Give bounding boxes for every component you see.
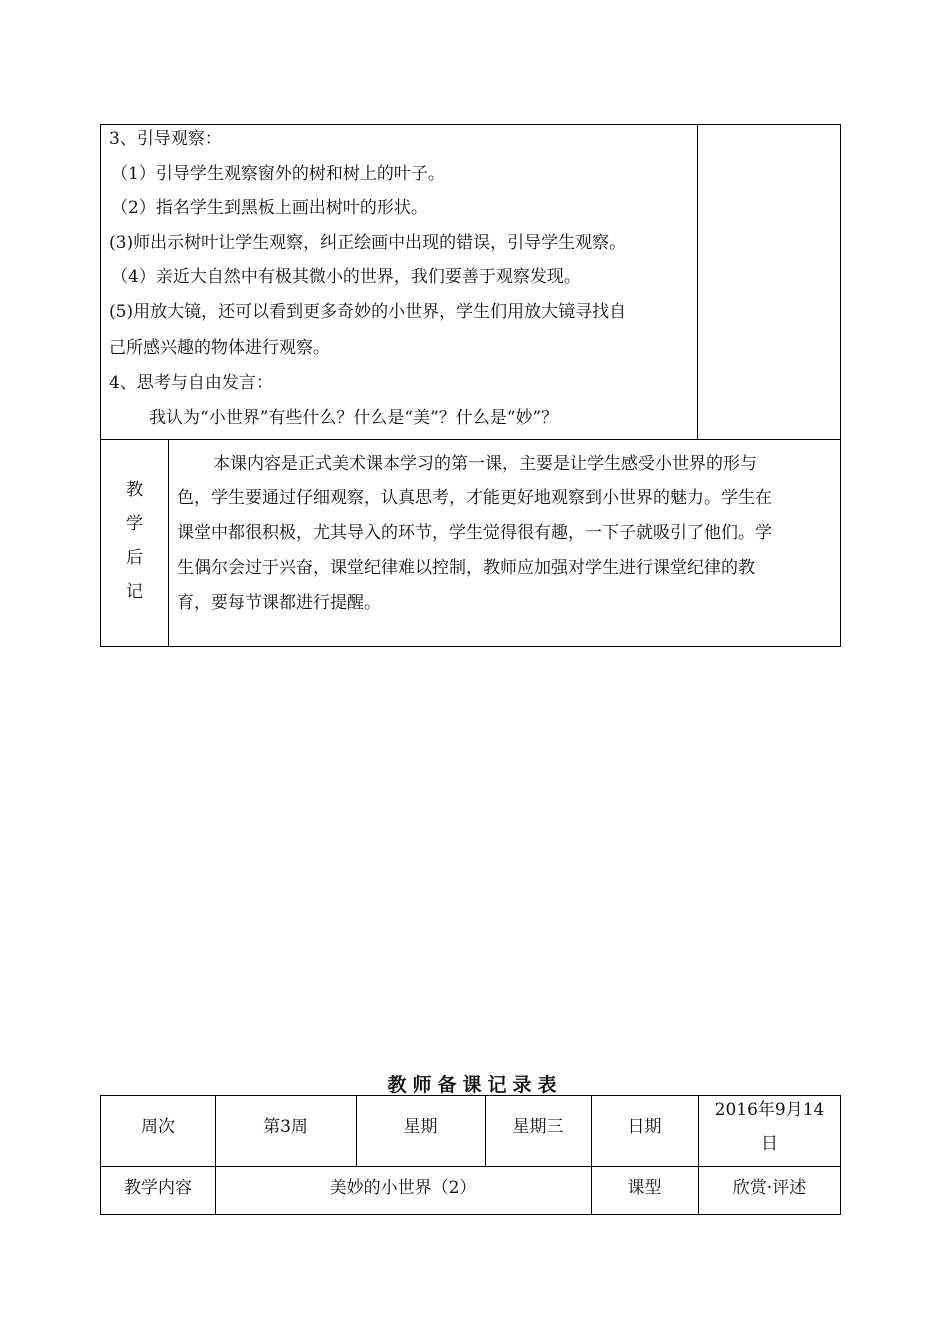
- week-value: 第3周: [263, 1117, 308, 1137]
- postscript-label: [101, 439, 168, 647]
- step-line: （1）引导学生观察窗外的树和树上的叶子。: [111, 164, 445, 184]
- postscript-label-char: 教: [126, 480, 143, 500]
- postscript-line: 色，学生要通过仔细观察，认真思考，才能更好地观察到小世界的魅力。学生在: [177, 488, 772, 508]
- postscript-label-char: 后: [126, 548, 143, 568]
- record-table: [100, 1095, 841, 1215]
- step-line: 我认为“小世界”有些什么？什么是“美”？什么是“妙”？: [149, 408, 559, 428]
- content-label: 教学内容: [124, 1178, 192, 1198]
- step-line: （4）亲近大自然中有极其微小的世界，我们要善于观察发现。: [111, 267, 581, 287]
- postscript-label-char: 学: [126, 514, 143, 534]
- table-divider: [101, 1166, 840, 1167]
- content-value: 美妙的小世界（2）: [329, 1178, 477, 1198]
- step-line: (3)师出示树叶让学生观察，纠正绘画中出现的错误，引导学生观察。: [109, 233, 627, 253]
- step-line: (5)用放大镜，还可以看到更多奇妙的小世界，学生们用放大镜寻找自: [109, 302, 627, 322]
- table-divider: [168, 439, 169, 647]
- step-line: 4、思考与自由发言：: [109, 373, 273, 393]
- lesson-process-table: [100, 124, 841, 647]
- weekday-label: 星期: [403, 1117, 438, 1137]
- table-divider: [697, 125, 698, 439]
- date-value-line1: 2016年9月14: [714, 1100, 825, 1120]
- table-divider: [101, 439, 840, 440]
- weekday-value: 星期三: [512, 1117, 564, 1137]
- postscript-label-char: 记: [126, 582, 143, 602]
- step-line: 己所感兴趣的物体进行观察。: [109, 338, 330, 358]
- postscript-line: 课堂中都很积极，尤其导入的环节，学生觉得很有趣，一下子就吸引了他们。学: [177, 523, 772, 543]
- postscript-line: 育，要每节课都进行提醒。: [177, 593, 381, 613]
- postscript-line: 本课内容是正式美术课本学习的第一课，主要是让学生感受小世界的形与: [213, 454, 757, 474]
- date-label: 日期: [627, 1117, 662, 1137]
- step-line: 3、引导观察：: [109, 129, 222, 149]
- date-value-line2: 日: [761, 1134, 778, 1154]
- type-label: 课型: [627, 1178, 662, 1198]
- week-label: 周次: [141, 1117, 175, 1137]
- postscript-line: 生偶尔会过于兴奋，课堂纪律难以控制，教师应加强对学生进行课堂纪律的教: [177, 558, 755, 578]
- step-line: （2）指名学生到黑板上画出树叶的形状。: [111, 198, 428, 218]
- record-table-title: 教师备课记录表: [387, 1074, 563, 1096]
- type-value: 欣赏·评述: [732, 1178, 807, 1198]
